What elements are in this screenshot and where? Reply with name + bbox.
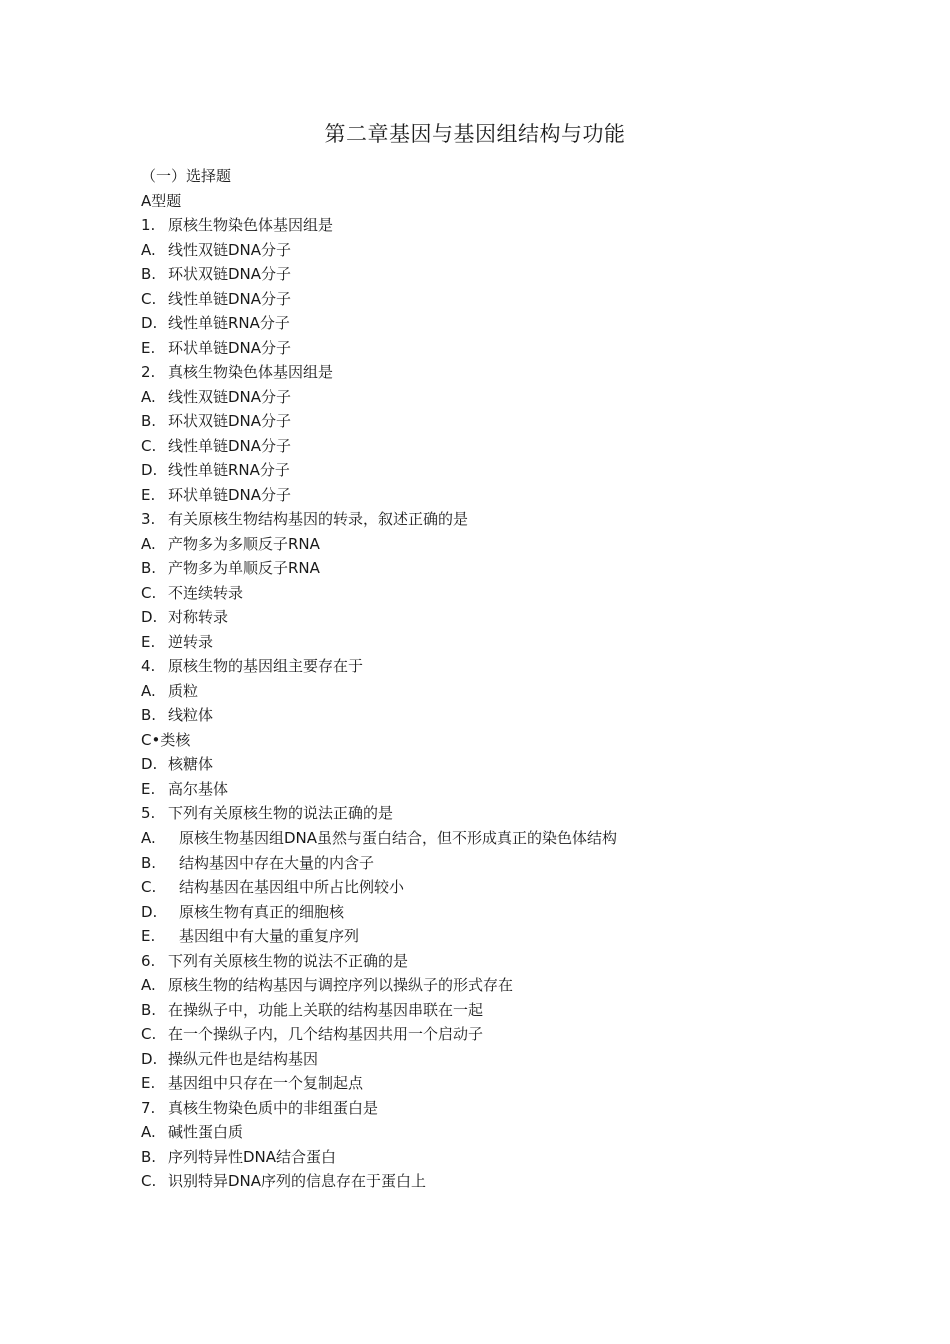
option-5e xyxy=(141,924,666,949)
option-5d xyxy=(141,900,666,925)
question-text: 有关原核生物结构基因的转录，叙述正确的是 xyxy=(168,510,469,528)
document-body xyxy=(141,164,666,1194)
option-label: E. xyxy=(141,779,156,798)
option-text: 线性双链DNA分子 xyxy=(168,240,292,259)
option-label: D. xyxy=(141,755,158,773)
option-7c xyxy=(141,1169,666,1194)
question-2 xyxy=(141,360,666,385)
option-2b xyxy=(141,409,666,434)
option-text: 产物多为单顺反子RNA xyxy=(168,559,320,577)
option-1b xyxy=(141,262,666,287)
option-text: 线性双链DNA分子 xyxy=(168,387,292,406)
option-label: B. xyxy=(141,1147,157,1166)
document-title: 第二章基因与基因组结构与功能 xyxy=(324,122,626,146)
option-label: C. xyxy=(141,583,157,602)
question-number: 7. xyxy=(141,1098,156,1117)
question-text: 下列有关原核生物的说法不正确的是 xyxy=(168,951,409,970)
option-text: 环状双链DNA分子 xyxy=(168,412,292,430)
option-6c xyxy=(141,1022,666,1047)
option-label: A. xyxy=(141,1123,156,1141)
option-label: A. xyxy=(141,828,156,847)
option-text: 线粒体 xyxy=(168,706,214,724)
option-6a xyxy=(141,973,666,998)
question-number: 3. xyxy=(141,510,156,528)
option-4a xyxy=(141,679,666,704)
option-text: 不连续转录 xyxy=(168,583,244,602)
option-7a xyxy=(141,1120,666,1145)
question-text: 原核生物的基因组主要存在于 xyxy=(168,657,364,675)
question-3 xyxy=(141,507,666,532)
option-text: 线性单链RNA分子 xyxy=(168,314,290,332)
question-7 xyxy=(141,1096,666,1121)
option-2e xyxy=(141,483,666,508)
option-text: 基因组中只存在一个复制起点 xyxy=(168,1074,364,1092)
option-label: B. xyxy=(141,265,157,283)
option-4b xyxy=(141,703,666,728)
option-label: C• xyxy=(141,730,161,749)
option-6b xyxy=(141,998,666,1023)
option-label: C. xyxy=(141,436,157,455)
option-text: 线性单链DNA分子 xyxy=(168,436,292,455)
option-label: A. xyxy=(141,534,156,553)
option-label: E. xyxy=(141,1074,156,1092)
option-label: B. xyxy=(141,1000,157,1019)
option-label: E. xyxy=(141,632,156,651)
option-text: 对称转录 xyxy=(168,608,229,626)
question-6 xyxy=(141,949,666,974)
option-1e xyxy=(141,336,666,361)
subsection-heading: A型题 xyxy=(141,191,182,210)
option-text: 原核生物的结构基因与调控序列以操纵子的形式存在 xyxy=(168,976,514,994)
option-text: 质粒 xyxy=(168,681,199,700)
option-label: A. xyxy=(141,681,156,700)
option-4d xyxy=(141,752,666,777)
option-2a xyxy=(141,385,666,410)
option-3d xyxy=(141,605,666,630)
option-text: 序列特异性DNA结合蛋白 xyxy=(168,1147,337,1166)
option-7b xyxy=(141,1145,666,1170)
option-text: 识别特异DNA序列的信息存在于蛋白上 xyxy=(168,1172,427,1190)
option-5c xyxy=(141,875,666,900)
question-number: 6. xyxy=(141,951,156,970)
option-text: 核糖体 xyxy=(168,755,214,773)
option-label: C. xyxy=(141,1172,157,1190)
option-label: E. xyxy=(141,927,156,945)
option-text: 线性单链DNA分子 xyxy=(168,289,292,308)
option-label: C. xyxy=(141,878,157,896)
option-text: 操纵元件也是结构基因 xyxy=(168,1049,319,1068)
option-6e xyxy=(141,1071,666,1096)
option-text: 结构基因中存在大量的内含子 xyxy=(179,853,375,872)
option-label: B. xyxy=(141,706,157,724)
section-heading: （一）选择题 xyxy=(141,167,232,185)
option-4e xyxy=(141,777,666,802)
option-label: D. xyxy=(141,314,158,332)
option-text: 环状双链DNA分子 xyxy=(168,265,292,283)
option-label: C. xyxy=(141,1025,157,1043)
option-3e xyxy=(141,630,666,655)
option-3a xyxy=(141,532,666,557)
option-text: 环状单链DNA分子 xyxy=(168,338,292,357)
option-4c xyxy=(141,728,666,753)
option-text: 在一个操纵子内，几个结构基因共用一个启动子 xyxy=(168,1025,484,1043)
question-text: 真核生物染色体基因组是 xyxy=(168,363,334,381)
question-1 xyxy=(141,213,666,238)
question-number: 2. xyxy=(141,363,156,381)
option-6d xyxy=(141,1047,666,1072)
option-text: 类核 xyxy=(160,730,191,749)
option-label: B. xyxy=(141,853,157,872)
option-5b xyxy=(141,851,666,876)
option-text: 碱性蛋白质 xyxy=(168,1123,244,1141)
option-1a xyxy=(141,238,666,263)
option-text: 环状单链DNA分子 xyxy=(168,485,292,504)
option-text: 产物多为多顺反子RNA xyxy=(168,534,320,553)
option-label: D. xyxy=(141,461,158,479)
option-label: E. xyxy=(141,338,156,357)
option-label: B. xyxy=(141,559,157,577)
option-text: 原核生物基因组DNA虽然与蛋白结合，但不形成真正的染色体结构 xyxy=(179,828,618,847)
option-label: C. xyxy=(141,289,157,308)
option-label: A. xyxy=(141,387,156,406)
question-number: 1. xyxy=(141,216,156,234)
option-text: 原核生物有真正的细胞核 xyxy=(179,902,345,921)
option-label: B. xyxy=(141,412,157,430)
question-text: 下列有关原核生物的说法正确的是 xyxy=(168,804,394,822)
option-1d xyxy=(141,311,666,336)
option-text: 结构基因在基因组中所占比例较小 xyxy=(179,878,405,896)
option-text: 逆转录 xyxy=(168,632,214,651)
option-text: 高尔基体 xyxy=(168,779,229,798)
option-1c xyxy=(141,287,666,312)
option-3b xyxy=(141,556,666,581)
option-label: D. xyxy=(141,608,158,626)
option-3c xyxy=(141,581,666,606)
option-2d xyxy=(141,458,666,483)
option-2c xyxy=(141,434,666,459)
option-text: 基因组中有大量的重复序列 xyxy=(179,927,360,945)
question-4 xyxy=(141,654,666,679)
option-label: A. xyxy=(141,976,156,994)
option-text: 在操纵子中，功能上关联的结构基因串联在一起 xyxy=(168,1000,484,1019)
option-text: 线性单链RNA分子 xyxy=(168,461,290,479)
question-5 xyxy=(141,801,666,826)
question-number: 5. xyxy=(141,804,156,822)
question-text: 真核生物染色质中的非组蛋白是 xyxy=(168,1098,379,1117)
question-number: 4. xyxy=(141,657,156,675)
option-label: D. xyxy=(141,902,158,921)
question-text: 原核生物染色体基因组是 xyxy=(168,216,334,234)
option-label: D. xyxy=(141,1049,158,1068)
option-label: A. xyxy=(141,240,156,259)
option-label: E. xyxy=(141,485,156,504)
option-5a xyxy=(141,826,666,851)
